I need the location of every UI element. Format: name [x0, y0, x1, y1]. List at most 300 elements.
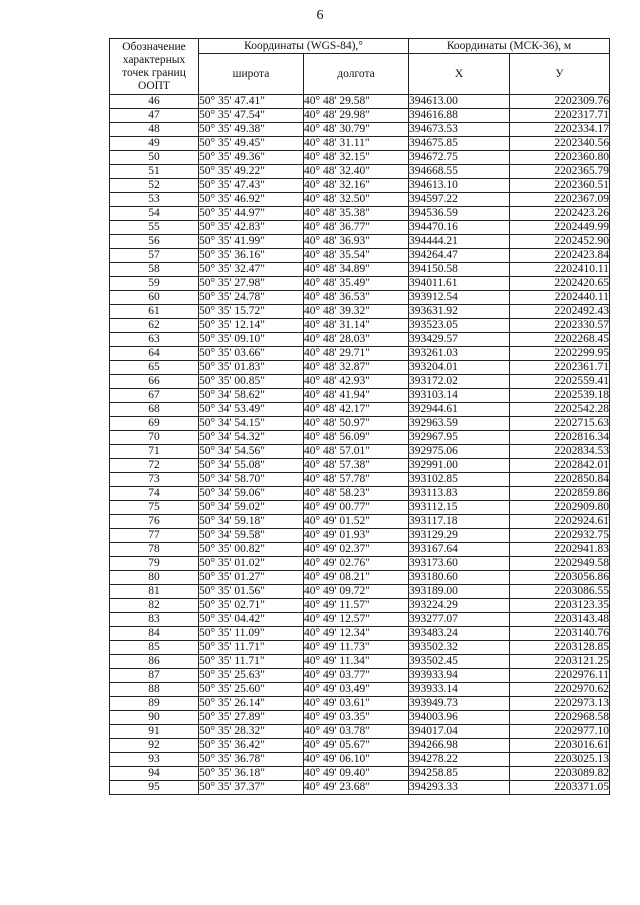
x-cell: 394672.75 — [409, 151, 510, 165]
latitude-cell: 50° 34' 58.62" — [199, 389, 304, 403]
latitude-cell: 50° 35' 49.36" — [199, 151, 304, 165]
latitude-cell: 50° 35' 36.78" — [199, 753, 304, 767]
latitude-cell: 50° 35' 47.54" — [199, 109, 304, 123]
table-row — [110, 753, 610, 767]
point-id-cell: 65 — [110, 361, 199, 375]
table-row — [110, 305, 610, 319]
header-longitude: долгота — [304, 54, 409, 95]
y-cell: 2202365.79 — [510, 165, 610, 179]
y-cell: 2202423.84 — [510, 249, 610, 263]
header-x: Х — [409, 54, 510, 95]
y-cell: 2202924.61 — [510, 515, 610, 529]
latitude-cell: 50° 35' 49.22" — [199, 165, 304, 179]
point-id-cell: 84 — [110, 627, 199, 641]
table-row — [110, 151, 610, 165]
point-id-cell: 88 — [110, 683, 199, 697]
x-cell: 393277.07 — [409, 613, 510, 627]
point-id-cell: 82 — [110, 599, 199, 613]
table-row — [110, 627, 610, 641]
x-cell: 394470.16 — [409, 221, 510, 235]
x-cell: 392975.06 — [409, 445, 510, 459]
latitude-cell: 50° 35' 36.42" — [199, 739, 304, 753]
point-id-cell: 58 — [110, 263, 199, 277]
point-id-cell: 52 — [110, 179, 199, 193]
table-row — [110, 95, 610, 109]
table-row — [110, 109, 610, 123]
header-y: У — [510, 54, 610, 95]
x-cell: 393173.60 — [409, 557, 510, 571]
longitude-cell: 40° 48' 31.14" — [304, 319, 409, 333]
table-row — [110, 739, 610, 753]
latitude-cell: 50° 34' 53.49" — [199, 403, 304, 417]
longitude-cell: 40° 49' 11.57" — [304, 599, 409, 613]
table-row — [110, 473, 610, 487]
latitude-cell: 50° 35' 01.83" — [199, 361, 304, 375]
longitude-cell: 40° 48' 56.09" — [304, 431, 409, 445]
x-cell: 394266.98 — [409, 739, 510, 753]
table-row — [110, 263, 610, 277]
y-cell: 2202973.13 — [510, 697, 610, 711]
header-latitude: широта — [199, 54, 304, 95]
table-row — [110, 655, 610, 669]
y-cell: 2203056.86 — [510, 571, 610, 585]
x-cell: 394444.21 — [409, 235, 510, 249]
y-cell: 2202492.43 — [510, 305, 610, 319]
y-cell: 2202410.11 — [510, 263, 610, 277]
point-id-cell: 59 — [110, 277, 199, 291]
longitude-cell: 40° 48' 50.97" — [304, 417, 409, 431]
latitude-cell: 50° 35' 44.97" — [199, 207, 304, 221]
page-number: 6 — [316, 8, 324, 23]
x-cell: 394278.22 — [409, 753, 510, 767]
point-id-cell: 64 — [110, 347, 199, 361]
latitude-cell: 50° 35' 28.32" — [199, 725, 304, 739]
table-row — [110, 319, 610, 333]
y-cell: 2202423.26 — [510, 207, 610, 221]
latitude-cell: 50° 35' 37.37" — [199, 781, 304, 795]
y-cell: 2202367.09 — [510, 193, 610, 207]
table-row — [110, 683, 610, 697]
y-cell: 2202715.63 — [510, 417, 610, 431]
table-row — [110, 515, 610, 529]
latitude-cell: 50° 35' 01.27" — [199, 571, 304, 585]
x-cell: 394264.47 — [409, 249, 510, 263]
x-cell: 393933.94 — [409, 669, 510, 683]
table-row — [110, 389, 610, 403]
y-cell: 2202334.17 — [510, 123, 610, 137]
longitude-cell: 40° 49' 03.35" — [304, 711, 409, 725]
x-cell: 392963.59 — [409, 417, 510, 431]
latitude-cell: 50° 35' 24.78" — [199, 291, 304, 305]
y-cell: 2203016.61 — [510, 739, 610, 753]
latitude-cell: 50° 35' 32.47" — [199, 263, 304, 277]
x-cell: 393167.64 — [409, 543, 510, 557]
latitude-cell: 50° 35' 41.99" — [199, 235, 304, 249]
point-id-cell: 66 — [110, 375, 199, 389]
x-cell: 394613.00 — [409, 95, 510, 109]
y-cell: 2202360.51 — [510, 179, 610, 193]
point-id-cell: 75 — [110, 501, 199, 515]
latitude-cell: 50° 35' 25.63" — [199, 669, 304, 683]
y-cell: 2202816.34 — [510, 431, 610, 445]
x-cell: 393102.85 — [409, 473, 510, 487]
y-cell: 2202976.11 — [510, 669, 610, 683]
x-cell: 393129.29 — [409, 529, 510, 543]
x-cell: 393949.73 — [409, 697, 510, 711]
point-id-cell: 76 — [110, 515, 199, 529]
x-cell: 394668.55 — [409, 165, 510, 179]
table-row — [110, 277, 610, 291]
table-row — [110, 207, 610, 221]
y-cell: 2203025.13 — [510, 753, 610, 767]
latitude-cell: 50° 35' 11.71" — [199, 655, 304, 669]
table-row — [110, 193, 610, 207]
y-cell: 2202317.71 — [510, 109, 610, 123]
point-id-cell: 72 — [110, 459, 199, 473]
longitude-cell: 40° 48' 39.32" — [304, 305, 409, 319]
latitude-cell: 50° 35' 03.66" — [199, 347, 304, 361]
table-row — [110, 613, 610, 627]
x-cell: 393261.03 — [409, 347, 510, 361]
x-cell: 393933.14 — [409, 683, 510, 697]
table-row — [110, 487, 610, 501]
longitude-cell: 40° 49' 02.37" — [304, 543, 409, 557]
latitude-cell: 50° 34' 59.58" — [199, 529, 304, 543]
table-row — [110, 333, 610, 347]
longitude-cell: 40° 49' 23.68" — [304, 781, 409, 795]
latitude-cell: 50° 35' 01.56" — [199, 585, 304, 599]
y-cell: 2202834.53 — [510, 445, 610, 459]
header-msk-coordinates: Координаты (МСК-36), м — [409, 39, 610, 54]
x-cell: 392944.61 — [409, 403, 510, 417]
table-row — [110, 697, 610, 711]
longitude-cell: 40° 49' 03.78" — [304, 725, 409, 739]
table-row — [110, 767, 610, 781]
table-row — [110, 403, 610, 417]
point-id-cell: 77 — [110, 529, 199, 543]
latitude-cell: 50° 34' 59.18" — [199, 515, 304, 529]
longitude-cell: 40° 48' 36.93" — [304, 235, 409, 249]
table-row — [110, 445, 610, 459]
latitude-cell: 50° 35' 47.41" — [199, 95, 304, 109]
latitude-cell: 50° 35' 26.14" — [199, 697, 304, 711]
latitude-cell: 50° 34' 59.02" — [199, 501, 304, 515]
longitude-cell: 40° 49' 09.72" — [304, 585, 409, 599]
point-id-cell: 95 — [110, 781, 199, 795]
table-row — [110, 347, 610, 361]
point-id-cell: 94 — [110, 767, 199, 781]
y-cell: 2203089.82 — [510, 767, 610, 781]
point-id-cell: 73 — [110, 473, 199, 487]
x-cell: 394536.59 — [409, 207, 510, 221]
header-point-id: Обозначение характерных точек границ ООПТ — [110, 39, 199, 95]
longitude-cell: 40° 48' 31.11" — [304, 137, 409, 151]
y-cell: 2202340.56 — [510, 137, 610, 151]
longitude-cell: 40° 48' 36.53" — [304, 291, 409, 305]
table-row — [110, 221, 610, 235]
point-id-cell: 86 — [110, 655, 199, 669]
latitude-cell: 50° 35' 46.92" — [199, 193, 304, 207]
longitude-cell: 40° 48' 36.77" — [304, 221, 409, 235]
point-id-cell: 61 — [110, 305, 199, 319]
latitude-cell: 50° 35' 27.98" — [199, 277, 304, 291]
table-row — [110, 375, 610, 389]
point-id-cell: 69 — [110, 417, 199, 431]
longitude-cell: 40° 49' 08.21" — [304, 571, 409, 585]
x-cell: 393112.15 — [409, 501, 510, 515]
longitude-cell: 40° 49' 01.52" — [304, 515, 409, 529]
point-id-cell: 78 — [110, 543, 199, 557]
latitude-cell: 50° 34' 59.06" — [199, 487, 304, 501]
y-cell: 2203371.05 — [510, 781, 610, 795]
point-id-cell: 47 — [110, 109, 199, 123]
longitude-cell: 40° 48' 42.93" — [304, 375, 409, 389]
point-id-cell: 68 — [110, 403, 199, 417]
table-row — [110, 179, 610, 193]
x-cell: 393429.57 — [409, 333, 510, 347]
point-id-cell: 54 — [110, 207, 199, 221]
longitude-cell: 40° 49' 03.49" — [304, 683, 409, 697]
point-id-cell: 71 — [110, 445, 199, 459]
longitude-cell: 40° 49' 03.61" — [304, 697, 409, 711]
x-cell: 393483.24 — [409, 627, 510, 641]
x-cell: 394150.58 — [409, 263, 510, 277]
y-cell: 2202542.28 — [510, 403, 610, 417]
longitude-cell: 40° 48' 29.58" — [304, 95, 409, 109]
point-id-cell: 56 — [110, 235, 199, 249]
latitude-cell: 50° 34' 54.56" — [199, 445, 304, 459]
longitude-cell: 40° 48' 57.78" — [304, 473, 409, 487]
y-cell: 2202909.80 — [510, 501, 610, 515]
y-cell: 2202859.86 — [510, 487, 610, 501]
coordinates-table — [109, 38, 610, 795]
header-wgs-coordinates: Координаты (WGS-84),° — [199, 39, 409, 54]
longitude-cell: 40° 48' 32.16" — [304, 179, 409, 193]
longitude-cell: 40° 48' 32.50" — [304, 193, 409, 207]
table-row — [110, 361, 610, 375]
point-id-cell: 79 — [110, 557, 199, 571]
x-cell: 392967.95 — [409, 431, 510, 445]
table-row — [110, 165, 610, 179]
x-cell: 394011.61 — [409, 277, 510, 291]
longitude-cell: 40° 49' 06.10" — [304, 753, 409, 767]
longitude-cell: 40° 48' 35.54" — [304, 249, 409, 263]
latitude-cell: 50° 35' 15.72" — [199, 305, 304, 319]
longitude-cell: 40° 48' 35.49" — [304, 277, 409, 291]
latitude-cell: 50° 34' 54.15" — [199, 417, 304, 431]
y-cell: 2202309.76 — [510, 95, 610, 109]
longitude-cell: 40° 48' 58.23" — [304, 487, 409, 501]
point-id-cell: 53 — [110, 193, 199, 207]
x-cell: 393117.18 — [409, 515, 510, 529]
longitude-cell: 40° 49' 11.34" — [304, 655, 409, 669]
point-id-cell: 90 — [110, 711, 199, 725]
longitude-cell: 40° 48' 30.79" — [304, 123, 409, 137]
table-row — [110, 529, 610, 543]
point-id-cell: 80 — [110, 571, 199, 585]
table-row — [110, 781, 610, 795]
latitude-cell: 50° 35' 04.42" — [199, 613, 304, 627]
longitude-cell: 40° 48' 57.38" — [304, 459, 409, 473]
y-cell: 2202330.57 — [510, 319, 610, 333]
y-cell: 2203121.25 — [510, 655, 610, 669]
table-row — [110, 725, 610, 739]
point-id-cell: 50 — [110, 151, 199, 165]
x-cell: 393180.60 — [409, 571, 510, 585]
y-cell: 2202299.95 — [510, 347, 610, 361]
latitude-cell: 50° 34' 54.32" — [199, 431, 304, 445]
longitude-cell: 40° 49' 09.40" — [304, 767, 409, 781]
point-id-cell: 74 — [110, 487, 199, 501]
longitude-cell: 40° 48' 32.87" — [304, 361, 409, 375]
table-row — [110, 571, 610, 585]
y-cell: 2202842.01 — [510, 459, 610, 473]
point-id-cell: 85 — [110, 641, 199, 655]
longitude-cell: 40° 48' 32.15" — [304, 151, 409, 165]
table-row — [110, 599, 610, 613]
x-cell: 394258.85 — [409, 767, 510, 781]
longitude-cell: 40° 48' 41.94" — [304, 389, 409, 403]
x-cell: 393502.45 — [409, 655, 510, 669]
y-cell: 2202360.80 — [510, 151, 610, 165]
latitude-cell: 50° 35' 00.85" — [199, 375, 304, 389]
point-id-cell: 46 — [110, 95, 199, 109]
x-cell: 393204.01 — [409, 361, 510, 375]
y-cell: 2203140.76 — [510, 627, 610, 641]
point-id-cell: 57 — [110, 249, 199, 263]
latitude-cell: 50° 35' 11.71" — [199, 641, 304, 655]
x-cell: 393189.00 — [409, 585, 510, 599]
table-row — [110, 235, 610, 249]
x-cell: 393502.32 — [409, 641, 510, 655]
point-id-cell: 49 — [110, 137, 199, 151]
x-cell: 393631.92 — [409, 305, 510, 319]
longitude-cell: 40° 48' 29.98" — [304, 109, 409, 123]
longitude-cell: 40° 49' 12.57" — [304, 613, 409, 627]
point-id-cell: 60 — [110, 291, 199, 305]
latitude-cell: 50° 35' 36.18" — [199, 767, 304, 781]
longitude-cell: 40° 49' 05.67" — [304, 739, 409, 753]
latitude-cell: 50° 35' 09.10" — [199, 333, 304, 347]
longitude-cell: 40° 48' 57.01" — [304, 445, 409, 459]
x-cell: 394003.96 — [409, 711, 510, 725]
y-cell: 2203123.35 — [510, 599, 610, 613]
table-row — [110, 291, 610, 305]
y-cell: 2202420.65 — [510, 277, 610, 291]
x-cell: 394675.85 — [409, 137, 510, 151]
y-cell: 2202941.83 — [510, 543, 610, 557]
longitude-cell: 40° 48' 28.03" — [304, 333, 409, 347]
latitude-cell: 50° 35' 12.14" — [199, 319, 304, 333]
table-row — [110, 249, 610, 263]
latitude-cell: 50° 35' 49.45" — [199, 137, 304, 151]
latitude-cell: 50° 34' 58.70" — [199, 473, 304, 487]
longitude-cell: 40° 48' 32.40" — [304, 165, 409, 179]
y-cell: 2202440.11 — [510, 291, 610, 305]
longitude-cell: 40° 49' 02.76" — [304, 557, 409, 571]
latitude-cell: 50° 35' 36.16" — [199, 249, 304, 263]
y-cell: 2202977.10 — [510, 725, 610, 739]
latitude-cell: 50° 35' 01.02" — [199, 557, 304, 571]
y-cell: 2202539.18 — [510, 389, 610, 403]
y-cell: 2203128.85 — [510, 641, 610, 655]
y-cell: 2202949.58 — [510, 557, 610, 571]
table-row — [110, 711, 610, 725]
y-cell: 2202559.41 — [510, 375, 610, 389]
table-row — [110, 557, 610, 571]
latitude-cell: 50° 35' 42.83" — [199, 221, 304, 235]
y-cell: 2203086.55 — [510, 585, 610, 599]
longitude-cell: 40° 48' 34.89" — [304, 263, 409, 277]
latitude-cell: 50° 35' 25.60" — [199, 683, 304, 697]
y-cell: 2202850.84 — [510, 473, 610, 487]
table-body — [110, 95, 610, 795]
y-cell: 2202361.71 — [510, 361, 610, 375]
point-id-cell: 48 — [110, 123, 199, 137]
x-cell: 393912.54 — [409, 291, 510, 305]
x-cell: 394017.04 — [409, 725, 510, 739]
x-cell: 394616.88 — [409, 109, 510, 123]
x-cell: 394293.33 — [409, 781, 510, 795]
point-id-cell: 89 — [110, 697, 199, 711]
longitude-cell: 40° 49' 01.93" — [304, 529, 409, 543]
y-cell: 2202932.75 — [510, 529, 610, 543]
table-row — [110, 585, 610, 599]
x-cell: 393523.05 — [409, 319, 510, 333]
table-row — [110, 431, 610, 445]
point-id-cell: 70 — [110, 431, 199, 445]
y-cell: 2202970.62 — [510, 683, 610, 697]
latitude-cell: 50° 35' 27.89" — [199, 711, 304, 725]
y-cell: 2202968.58 — [510, 711, 610, 725]
latitude-cell: 50° 35' 02.71" — [199, 599, 304, 613]
table-row — [110, 641, 610, 655]
point-id-cell: 83 — [110, 613, 199, 627]
x-cell: 392991.00 — [409, 459, 510, 473]
table-row — [110, 459, 610, 473]
latitude-cell: 50° 35' 49.38" — [199, 123, 304, 137]
table-row — [110, 669, 610, 683]
point-id-cell: 93 — [110, 753, 199, 767]
point-id-cell: 51 — [110, 165, 199, 179]
latitude-cell: 50° 35' 11.09" — [199, 627, 304, 641]
y-cell: 2202449.99 — [510, 221, 610, 235]
point-id-cell: 63 — [110, 333, 199, 347]
point-id-cell: 81 — [110, 585, 199, 599]
longitude-cell: 40° 48' 35.38" — [304, 207, 409, 221]
y-cell: 2202452.90 — [510, 235, 610, 249]
y-cell: 2202268.45 — [510, 333, 610, 347]
longitude-cell: 40° 49' 11.73" — [304, 641, 409, 655]
x-cell: 394613.10 — [409, 179, 510, 193]
longitude-cell: 40° 49' 03.77" — [304, 669, 409, 683]
x-cell: 394597.22 — [409, 193, 510, 207]
y-cell: 2203143.48 — [510, 613, 610, 627]
table-row — [110, 543, 610, 557]
latitude-cell: 50° 35' 00.82" — [199, 543, 304, 557]
table-row — [110, 137, 610, 151]
table-row — [110, 417, 610, 431]
longitude-cell: 40° 49' 00.77" — [304, 501, 409, 515]
latitude-cell: 50° 35' 47.43" — [199, 179, 304, 193]
table-row — [110, 501, 610, 515]
table-row — [110, 123, 610, 137]
latitude-cell: 50° 34' 55.08" — [199, 459, 304, 473]
x-cell: 393172.02 — [409, 375, 510, 389]
point-id-cell: 92 — [110, 739, 199, 753]
point-id-cell: 67 — [110, 389, 199, 403]
longitude-cell: 40° 49' 12.34" — [304, 627, 409, 641]
